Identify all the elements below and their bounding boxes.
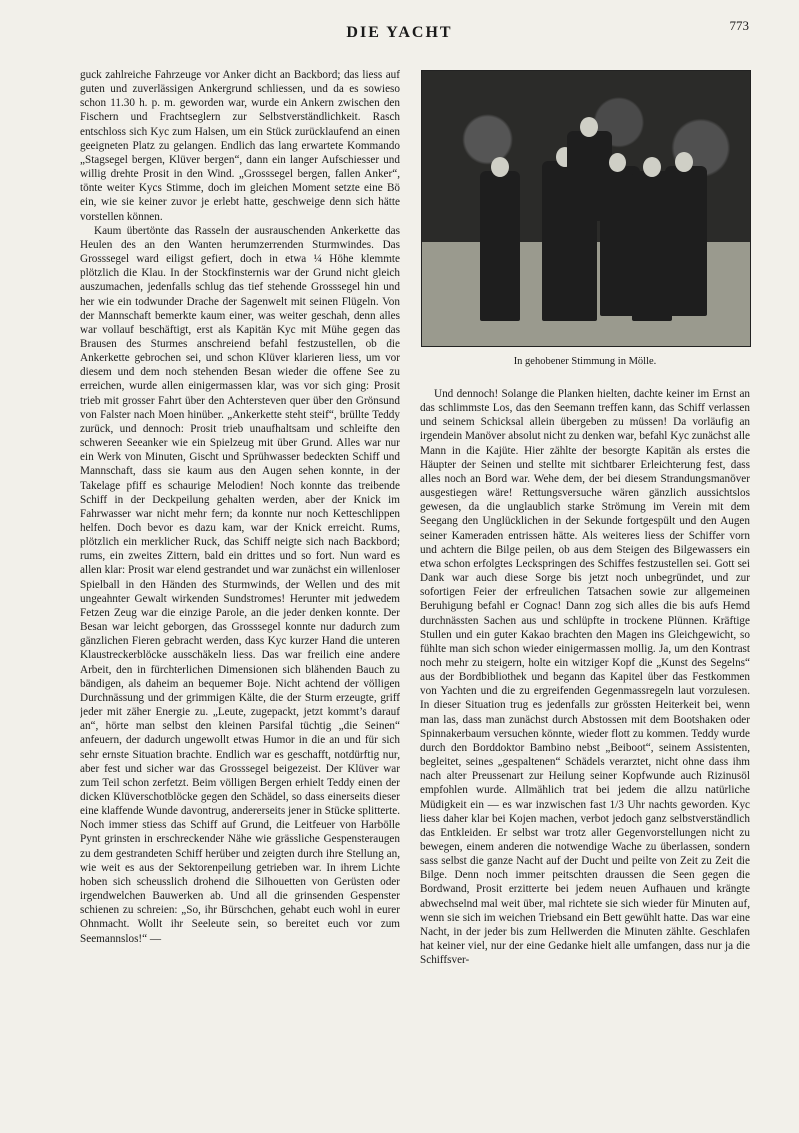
photograph xyxy=(421,70,751,347)
running-title: DIE YACHT xyxy=(346,24,453,41)
photo-person-head xyxy=(580,117,598,137)
right-column xyxy=(420,387,750,1091)
photo-person-head xyxy=(491,157,509,177)
paragraph: guck zahlreiche Fahrzeuge vor Anker dicht an Backbord; das liess auf guten und zuverlässigen Ankergrund schliessen, und da es sowieso schon 11.30 h. p. m. geworden war, wurde ein Ankern zwischen den Fischern und Frachtseglern zur Selbstverständlichkeit. Rasch entschloss sich Kyc zum Halsen, um ein Stück zurücklaufend an einen geeigneten Platz zu gelangen. Endlich das lang erwartete Kommando „Stagsegel bergen, Klüver bergen“, dann ein langer Aufschiesser und willig drehte Prosit in den Wind. „Grosssegel bergen, fallen Anker“, tönte weiter Kycs Stimme, doch im gleichen Moment setzte eine Bö ein, wie sie keiner zuvor je erlebt hatte, geschweige denn sich hätte vorstellen können. xyxy=(80,69,400,223)
photo-person-head xyxy=(675,152,693,172)
paragraph: Und dennoch! Solange die Planken hielten, dachte keiner im Ernst an das schlimmste Los, das den Seemann treffen kann, das Schiff verlassen und seinem Schicksal allein übergeben zu müssen! Da vorläufig an irgendein Manöver absolut nicht zu denken war, befahl Kyc zunächst alle Mann in die Kajüte. Hier zählte der besorgte Kapitän als erstes die Häupter der Seinen und stellte mit sichtbarer Erleichterung fest, dass alles noch an Bord war. Wehe dem, der bei diesem Strandungsmanöver ausgestiegen wäre! Rettungsversuche wären gänzlich aussichtslos gewesen, da die unglaublich starke Strömung im Verein mit dem Seegang den Unglücklichen in der Sekunde fortgespült und den Augen seiner Kameraden entrissen hätte. Als weiteres liess der Schiffer vorn und achtern die Bilge peilen, ob aus dem Steigen des Bilgewassers ein etwa schon erfolgtes Leckspringen des Schiffes festzustellen sei. Gott sei Dank war auch diese Sorge bis jetzt noch unbegründet, und zur sofortigen Feier der erfreulichen Tatsachen sowie zur allgemeinen Beruhigung befahl er Cognac! Dann zog sich alles die bis aufs Hemd durchnässten Sachen aus und schlüpfte in trockene Plünnen. Kräftige Stullen und ein guter Kakao brachten den Magen ins Gleichgewicht, so fühlte man sich schon wieder einigermassen mollig. Ja, um den Kontrast noch mehr zu steigern, holte ein witziger Kopf die „Kunst des Segelns“ aus der Bordbibliothek und begann das Kapitel über das Festkommen von Yachten und die zu ergreifenden Gegenmassregeln laut vorzulesen. In dieser Situation trug es jedenfalls zur grössten Heiterkeit bei, wenn man las, dass man zunächst durch Abstossen mit dem Bootshaken oder Spinnakerbaum versuchen könnte, wieder flott zu kommen. Teddy wurde durch den Borddoktor Bambino nebst „Beiboot“, seinem Assistenten, begleitet, seines „gespaltenen“ Schädels verarztet, nicht ohne dass ihm nach alter Preussenart zur Heilung seiner Kopfwunde auch Rizinusöl empfohlen wurde. Allmählich trat bei jedem die allzu natürliche Müdigkeit ein — es war inzwischen fast 1/3 Uhr nachts geworden. Kyc liess daher klar bei Kojen machen, verbot jedoch ganz selbstverständlich das Entkleiden. Er selbst war trotz aller Gegenvorstellungen nicht zu bewegen, einem anderen die notwendige Wache zu überlassen, sondern sass selbst die ganze Nacht auf der Ducht und peilte von Zeit zu Zeit die Bilge. Denn noch immer peitschten draussen die Seen gegen die Bordwand, Prosit erzitterte bei jedem neuen Aufhauen und krängte abwechselnd mal weit über, mal richtete sie sich wieder für Minuten auf, wenn sie sich im weichen Triebsand ein Bett gewühlt hatte. Das war eine Nacht, in der jeder bis zum Hellwerden die Minuten zählte. Geschlafen hat keiner viel, nur der eine Gedanke hielt alle umfangen, dass nur ja die Schiffsver- xyxy=(420,388,750,967)
photo-person xyxy=(665,166,707,316)
photo-person xyxy=(480,171,520,321)
page-number: 773 xyxy=(729,18,749,33)
photo-person-head xyxy=(643,157,661,177)
left-column xyxy=(80,68,400,1088)
photo-person-head xyxy=(609,153,626,172)
paragraph: Kaum übertönte das Rasseln der ausrauschenden Ankerkette das Heulen des an den Wanten herumzerrenden Sturmwindes. Das Grosssegel ward eiligst gefiert, doch in etwa ¼ Höhe klemmte plötzlich die Klau. In der Stockfinsternis war der Grund nicht gleich auszumachen, jedenfalls schlug das tief stehende Grosssegel hin und her wie ein todwunder Drache der Sagenwelt mit seinen Flügeln. Von der Mannschaft bemerkte kaum einer, was weiter geschah, denn alles war vollauf beschäftigt, erst als Kapitän Kyc mit Mühe gegen das Brausen des Sturmes anschreiend befahl festzustellen, ob die Ankerkette gebrochen sei, und schon Klüver klarieren liess, um vor diesem und dem noch stehenden Besan wieder die offene See zu erreichen, wurde allen einigermassen klar, was vor sich ging: Prosit trieb mit grosser Fahrt über den Achtersteven quer über den Grönsund von Falster nach Moen hinüber. „Ankerkette steht steif“, brüllte Teddy zurück, und dennoch: Prosit trieb unaufhaltsam und schleifte den schweren Seeanker wie ein Spielzeug mit über Grund. Alles war nur ein Werk von Minuten, Gischt und Sprühwasser bedeckten Schiff und Mannschaft, dass sie kaum aus den Augen sehen konnte, in der Takelage pfiff es schaurige Melodien! Noch konnte das treibende Schiff in der Deckpeilung gehalten werden, aber der Knick im Fahrwasser war nicht mehr fern; da konnte nur noch Ketteschlippen helfen. Doch bevor es dazu kam, war der Knick erreicht. Rums, plötzlich ein merklicher Ruck, das Schiff neigte sich nach Backbord; rums, ein zweites Zittern, bald ein drittes und so fort. Nun ward es allen klar: Prosit war elend gestrandet und war zunächst ein willenloser Spielball in den Händen des Sturmwinds, der Wellen und des mit ungeahnter Gewalt wirkenden Sundstromes! Herunter mit jedwedem Fetzen Zeug war die einzige Parole, an die jeder denken konnte. Der Besan war leicht geborgen, das Grosssegel konnte nur dadurch zum gänzlichen Fieren gebracht werden, dass Kyc kurzer Hand die unteren Klaustreckerblöcke ausschäkeln liess. Das war freilich eine andere Arbeit, den in fürchterlichen Dimensionen sich blähenden Bauch zu bändigen, als daheim an bequemer Boje. Nicht achtend der völligen Durchnässung und der grimmigen Kälte, die der Sturm erzeugte, griff jeder mit zäher Energie zu. „Leute, zugepackt, jetzt kommt’s darauf an“, hörte man selbst den kleinen Parsifal tüchtig „die Seinen“ anfeuern, der dadurch ungewollt etwas Humor in die an und für sich sehr ernste Situation brachte. Endlich war es geschafft, notdürftig nur, aber fest und sicher war das Grosssegel beigezeist. Der Klüver war zum Teil schon zerfetzt. Beim völligen Bergen erhielt Teddy einen der dicken Klüverschotblöcke gegen den Schädel, so dass einerseits dieser eine klaffende Wunde davontrug, andererseits jener in Stücke splitterte. Noch immer stiess das Schiff auf Grund, die Leitfeuer von Harbölle Pynt grinsten in erschreckender Nähe wie grässliche Gespensteraugen zu dem gestrandeten Schiff herüber und zeigten durch ihre Stellung an, wie weit es aus der Sektorenpeilung getrieben war. In ihrem Lichte hoben sich scheusslich drohend die Silhouetten von Gerüsten oder irgendwelchen Bauwerken ab. Und all die grinsenden Gespenster schienen zu schreien: „So, ihr Bürschchen, gehabt euch wohl in eurer Ohnmacht. Wollt ihr Seeleute sein, so bereitet euch vor zum Seemannslos!“ — xyxy=(80,224,400,945)
photo-caption: In gehobener Stimmung in Mölle. xyxy=(513,356,657,367)
